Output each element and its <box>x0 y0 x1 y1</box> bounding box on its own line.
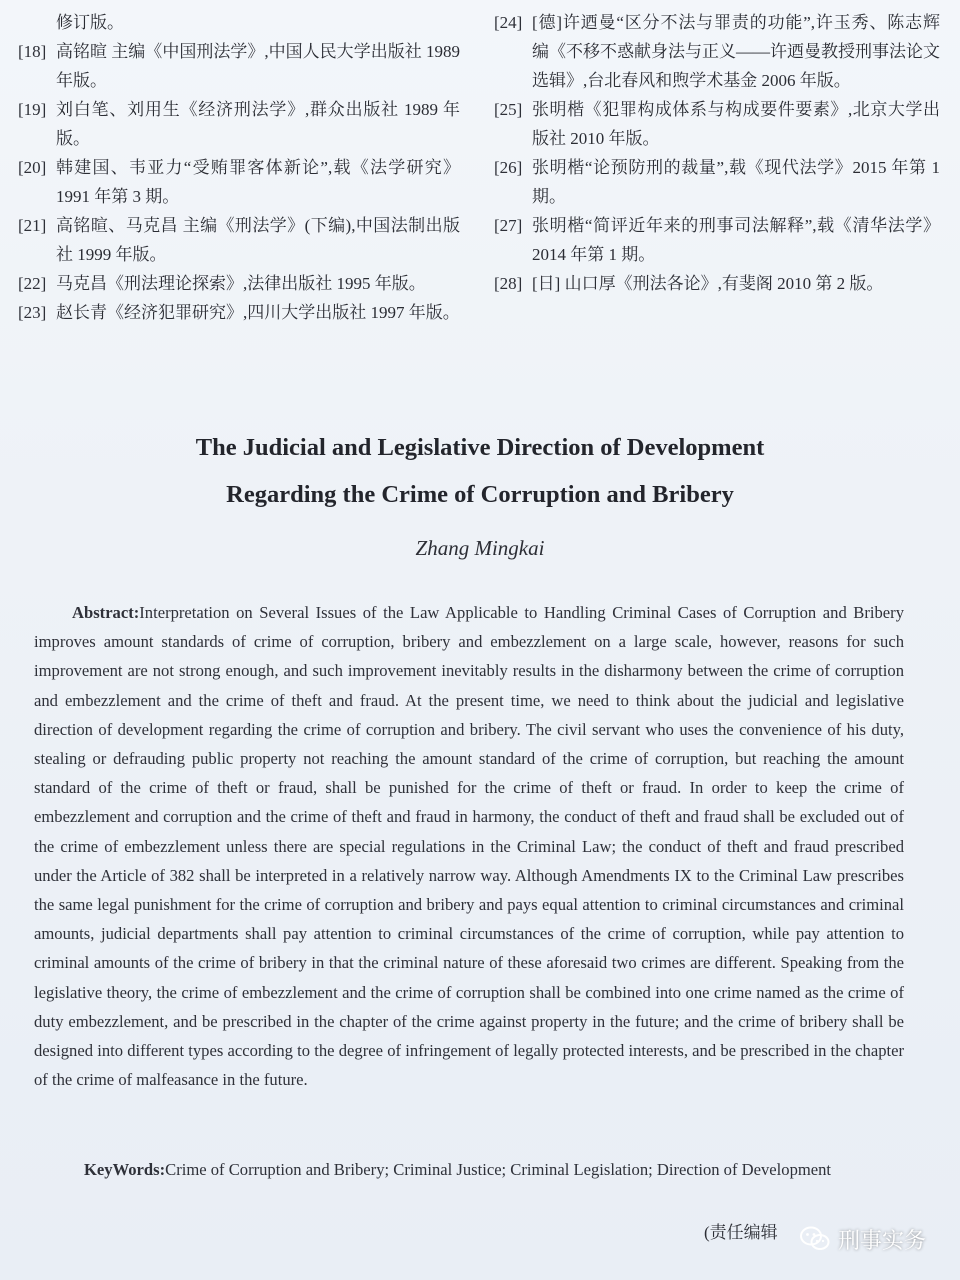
reference-number: [18] <box>18 42 47 61</box>
reference-item <box>494 153 940 211</box>
reference-number: [27] <box>494 216 523 235</box>
watermark <box>800 1219 926 1259</box>
reference-item <box>18 95 460 153</box>
reference-text: 张明楷“简评近年来的刑事司法解释”,载《清华法学》2014 年第 1 期。 <box>532 216 940 264</box>
reference-item <box>494 95 940 153</box>
reference-text: [日] 山口厚《刑法各论》,有斐阁 2010 第 2 版。 <box>532 274 884 293</box>
reference-item <box>494 8 940 95</box>
reference-list <box>0 8 960 368</box>
reference-number: [19] <box>18 100 47 119</box>
reference-text: 刘白笔、刘用生《经济刑法学》,群众出版社 1989 年版。 <box>56 100 460 148</box>
reference-column-left <box>18 8 460 327</box>
reference-item <box>18 269 460 298</box>
editor-note: (责任编辑 <box>704 1223 778 1242</box>
reference-item <box>18 153 460 211</box>
reference-item <box>18 298 460 327</box>
reference-number: [20] <box>18 158 47 177</box>
watermark-text: 刑事实务 <box>838 1228 927 1254</box>
reference-text: 张明楷《犯罪构成体系与构成要件要素》,北京大学出版社 2010 年版。 <box>532 100 940 148</box>
paper-title-line: The Judicial and Legislative Direction of Development <box>195 434 765 461</box>
reference-number: [21] <box>18 216 47 235</box>
reference-item <box>494 269 940 298</box>
reference-column-right <box>494 8 940 298</box>
reference-text: 赵长青《经济犯罪研究》,四川大学出版社 1997 年版。 <box>56 303 460 322</box>
reference-item <box>18 211 460 269</box>
keywords-label: KeyWords: <box>84 1160 166 1179</box>
reference-number: [25] <box>494 100 523 119</box>
reference-number: [28] <box>494 274 523 293</box>
reference-text: 韩建国、韦亚力“受贿罪客体新论”,载《法学研究》1991 年第 3 期。 <box>56 158 460 206</box>
keywords-text: Crime of Corruption and Bribery; Criminal Justice; Criminal Legislation; Direction of Development <box>165 1160 832 1179</box>
reference-text: 马克昌《刑法理论探索》,法律出版社 1995 年版。 <box>56 274 426 293</box>
abstract-text: Interpretation on Several Issues of the Law Applicable to Handling Criminal Cases of Corruption and Bribery improves amount standards of crime of corruption, bribery and embezzlement on a large scale, however, reasons for such improvement are not strong enough, and such improvement inevitably results in the disharmony between the crime of corruption and embezzlement and the crime of theft and fraud. At the present time, we need to think about the judicial and legislative direction of development regarding the crime of corruption and bribery. The civil servant who uses the convenience of his duty, stealing or defrauding public property not reaching the amount standard of the crime of corruption, but reaching the amount standard of the crime of theft or fraud, shall be punished for the crime of theft or fraud. In order to keep the crime of embezzlement and corruption and the crime of theft and fraud in harmony, the conduct of theft and fraud shall be excluded out of the crime of embezzlement unless there are special regulations in the Criminal Law; the conduct of theft and fraud prescribed under the Article of 382 shall be interpreted in a relatively narrow way. Although Amendments IX to the Criminal Law prescribes the same legal punishment for the crime of corruption and bribery and pays equal attention to criminal circumstances and criminal amounts, judicial departments shall pay attention to criminal circumstances of the crime of corruption, while pay attention to criminal amounts of the crime of bribery in that the criminal nature of these aforesaid two crimes are different. Speaking from the legislative theory, the crime of embezzlement and the crime of corruption shall be combined into one crime named as the crime of duty embezzlement, and be prescribed in the chapter of the crime against property in the future; and the crime of bribery shall be designed into different types according to the degree of infringement of legally protected interests, and be prescribed in the chapter of the crime of malfeasance in the future. <box>34 603 904 1090</box>
reference-item <box>494 211 940 269</box>
reference-number: [26] <box>494 158 523 177</box>
reference-text: [德]许迺曼“区分不法与罪责的功能”,许玉秀、陈志辉 编《不移不惑献身法与正义——许迺曼教授刑事法论文选辑》,台北春风和煦学术基金 2006 年版。 <box>532 13 940 90</box>
reference-number: [24] <box>494 13 523 32</box>
paper-title <box>0 424 960 518</box>
paper-title-line: Regarding the Crime of Corruption and Bribery <box>226 481 734 508</box>
reference-number: [22] <box>18 274 47 293</box>
reference-text: 高铭暄 主编《中国刑法学》,中国人民大学出版社 1989 年版。 <box>56 42 460 90</box>
reference-number: [23] <box>18 303 47 322</box>
abstract <box>34 598 904 1094</box>
author-name: Zhang Mingkai <box>415 536 545 560</box>
wechat-icon <box>800 1226 830 1252</box>
reference-text: 高铭暄、马克昌 主编《刑法学》(下编),中国法制出版社 1999 年版。 <box>56 216 460 264</box>
reference-item <box>18 8 460 37</box>
reference-text: 张明楷“论预防刑的裁量”,载《现代法学》2015 年第 1 期。 <box>532 158 940 206</box>
reference-text: 修订版。 <box>56 13 124 32</box>
abstract-label: Abstract: <box>72 603 140 622</box>
reference-item <box>18 37 460 95</box>
keywords <box>34 1155 904 1185</box>
